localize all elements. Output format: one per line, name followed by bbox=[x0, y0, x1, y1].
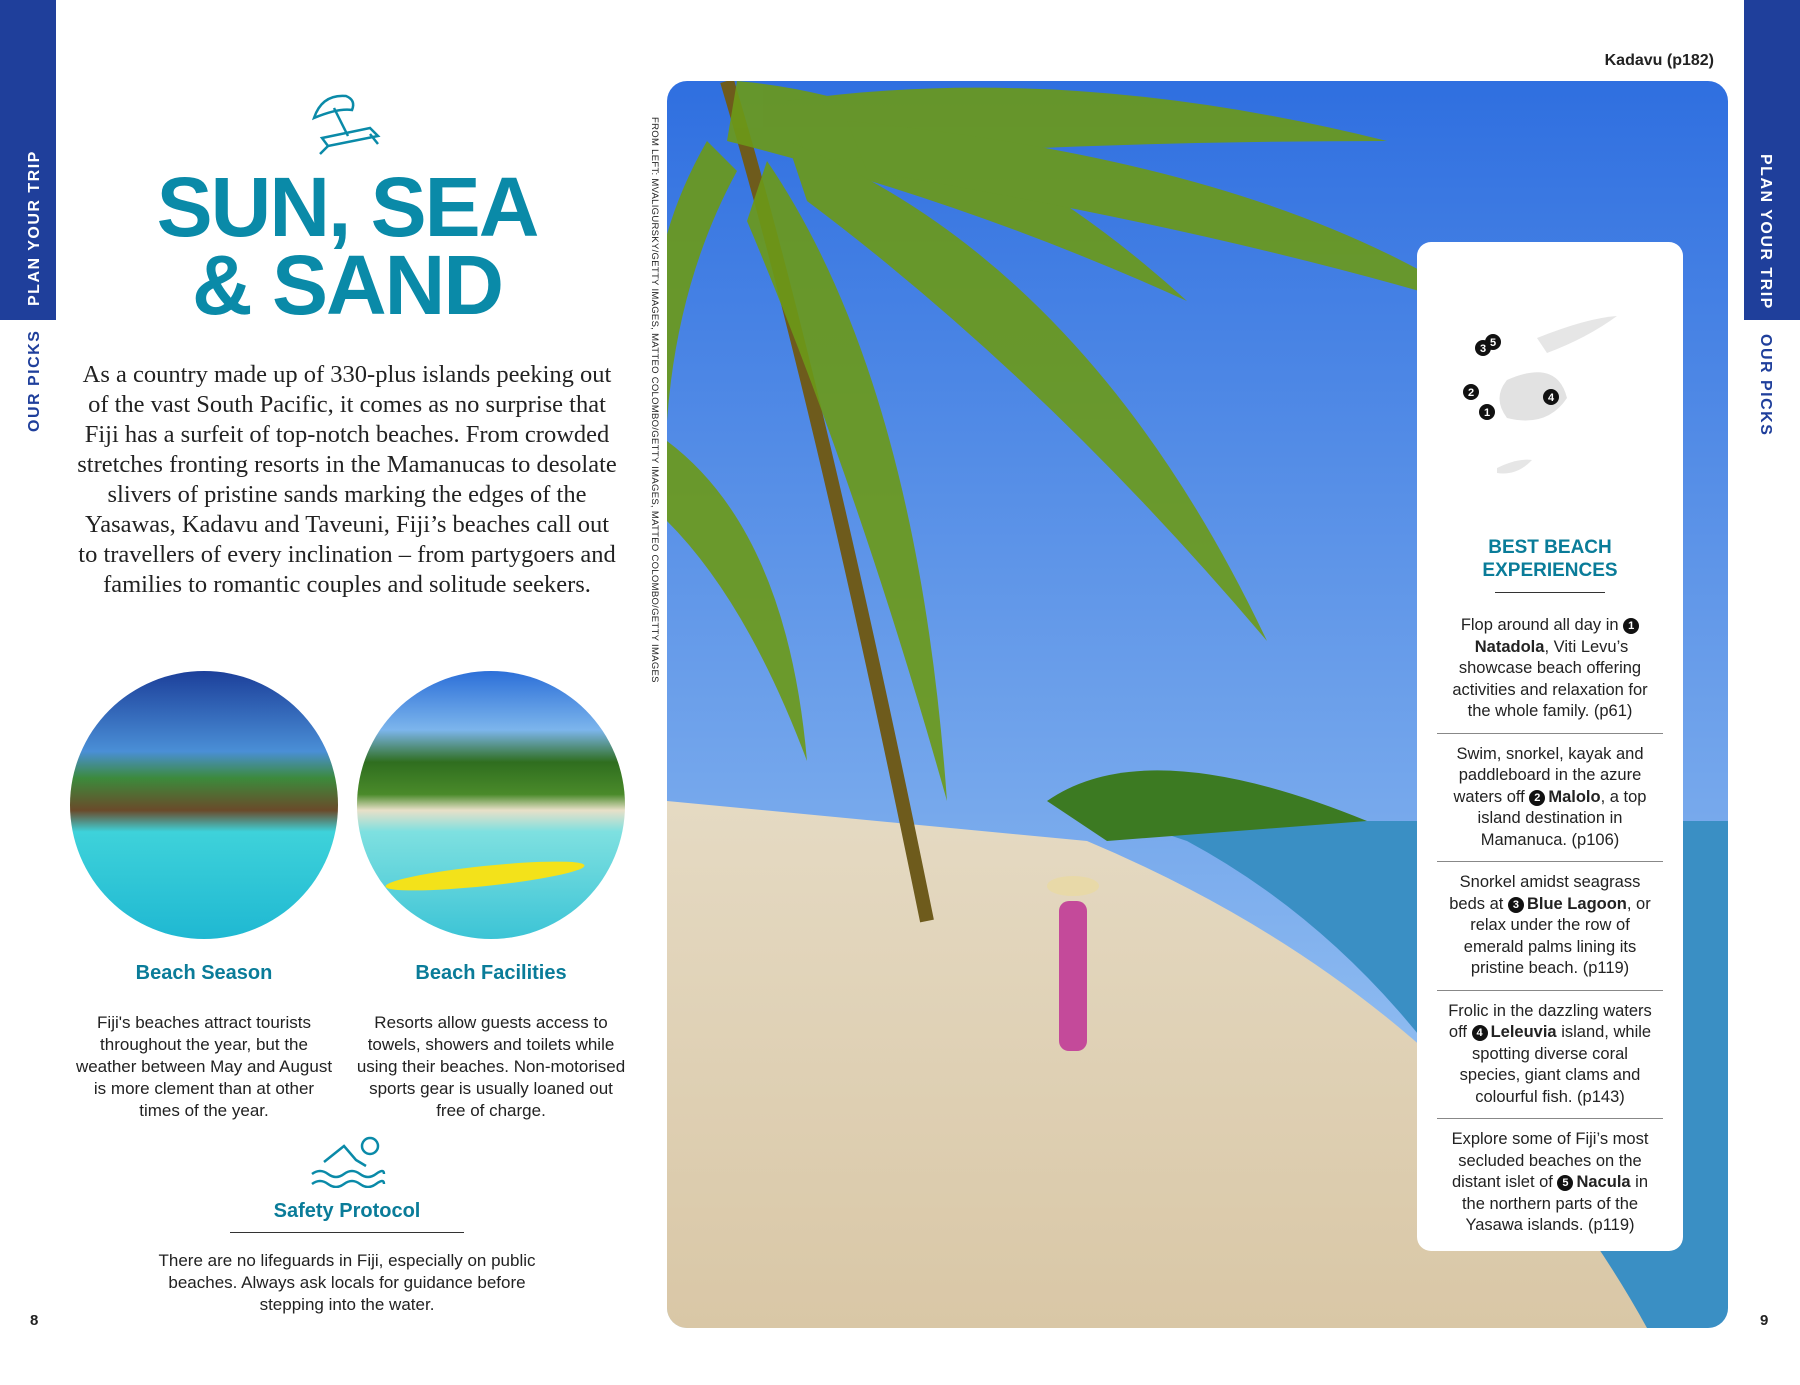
card-heading: BEST BEACH EXPERIENCES bbox=[1482, 537, 1618, 581]
marker-number-icon: 3 bbox=[1508, 897, 1524, 913]
sun-lounger-umbrella-icon bbox=[308, 88, 384, 158]
safety-protocol-text: There are no lifeguards in Fiji, especially on public beaches. Always ask locals for guidance before stepping into the water. bbox=[158, 1251, 536, 1314]
page-title: SUN, SEA & SAND bbox=[156, 160, 538, 332]
intro-paragraph: As a country made up of 330-plus islands peeking out of the vast South Pacific, it comes as no surprise that Fiji has a surfeit of top-notch beaches. From crowded stretches fronting resorts in the Mamanucas to desolate slivers of pristine sands marking the edges of the Yasawas, Kadavu and Taveuni, Fiji’s beaches call out to travellers of every inclination – from partygoers and families to romantic couples and solitude seekers. bbox=[77, 361, 617, 598]
experience-list bbox=[1417, 605, 1683, 1247]
photo-credit: FROM LEFT: MVALIGURSKY/GETTY IMAGES, MATTEO COLOMBO/GETTY IMAGES, MATTEO COLOMBO/GETTY IMAGES bbox=[649, 117, 660, 683]
right-section-label: PLAN YOUR TRIP bbox=[1757, 154, 1774, 310]
divider bbox=[1495, 592, 1605, 593]
swimmer-icon bbox=[310, 1132, 386, 1188]
left-subsection-label: OUR PICKS bbox=[26, 329, 43, 432]
page-number-left: 8 bbox=[30, 1312, 39, 1329]
map-marker-4: 4 bbox=[1547, 392, 1555, 404]
beach-season-text: Fiji's beaches attract tourists throughout the year, but the weather between May and August is more clement than at other times of the year. bbox=[75, 1013, 333, 1120]
experience-item: Flop around all day in 1Natadola, Viti Levu’s showcase beach offering activities and relaxation for the whole family. (p61) bbox=[1437, 605, 1663, 734]
experience-item: Swim, snorkel, kayak and paddleboard in the azure waters off 2 Malolo, a top island destination in Mamanuca. (p106) bbox=[1437, 734, 1663, 863]
safety-protocol-heading: Safety Protocol bbox=[273, 1200, 421, 1222]
fiji-map bbox=[1437, 308, 1662, 488]
left-section-label: PLAN YOUR TRIP bbox=[26, 150, 43, 306]
divider bbox=[230, 1232, 464, 1233]
photo-caption: Kadavu (p182) bbox=[1604, 52, 1714, 69]
beach-facilities-text: Resorts allow guests access to towels, showers and toilets while using their beaches. Non-motorised sports gear is usually loaned out free of charge. bbox=[356, 1013, 626, 1120]
marker-number-icon: 1 bbox=[1623, 618, 1639, 634]
map-marker-2: 2 bbox=[1467, 387, 1475, 399]
marker-number-icon: 2 bbox=[1529, 790, 1545, 806]
map-marker-1: 1 bbox=[1483, 407, 1491, 419]
right-subsection-label: OUR PICKS bbox=[1757, 334, 1774, 437]
marker-number-icon: 5 bbox=[1557, 1175, 1573, 1191]
marker-number-icon: 4 bbox=[1472, 1025, 1488, 1041]
beach-season-heading: Beach Season bbox=[135, 962, 273, 984]
best-beach-experiences-card bbox=[1417, 242, 1683, 1251]
experience-item: Snorkel amidst seagrass beds at 3 Blue Lagoon, or relax under the row of emerald palms lining its pristine beach. (p119) bbox=[1437, 862, 1663, 991]
map-marker-5: 5 bbox=[1489, 337, 1497, 349]
resort-bungalows-photo bbox=[70, 671, 338, 939]
experience-item: Explore some of Fiji’s most secluded beaches on the distant islet of 5 Nacula in the northern parts of the Yasawa islands. (p119) bbox=[1451, 1130, 1649, 1234]
map-marker-3: 3 bbox=[1479, 343, 1487, 355]
kayak-photo bbox=[357, 671, 625, 939]
beach-facilities-heading: Beach Facilities bbox=[415, 962, 567, 984]
experience-item: Frolic in the dazzling waters off 4 Leleuvia island, while spotting diverse coral species, giant clams and colourful fish. (p143) bbox=[1437, 991, 1663, 1120]
page-number-right: 9 bbox=[1760, 1312, 1769, 1329]
